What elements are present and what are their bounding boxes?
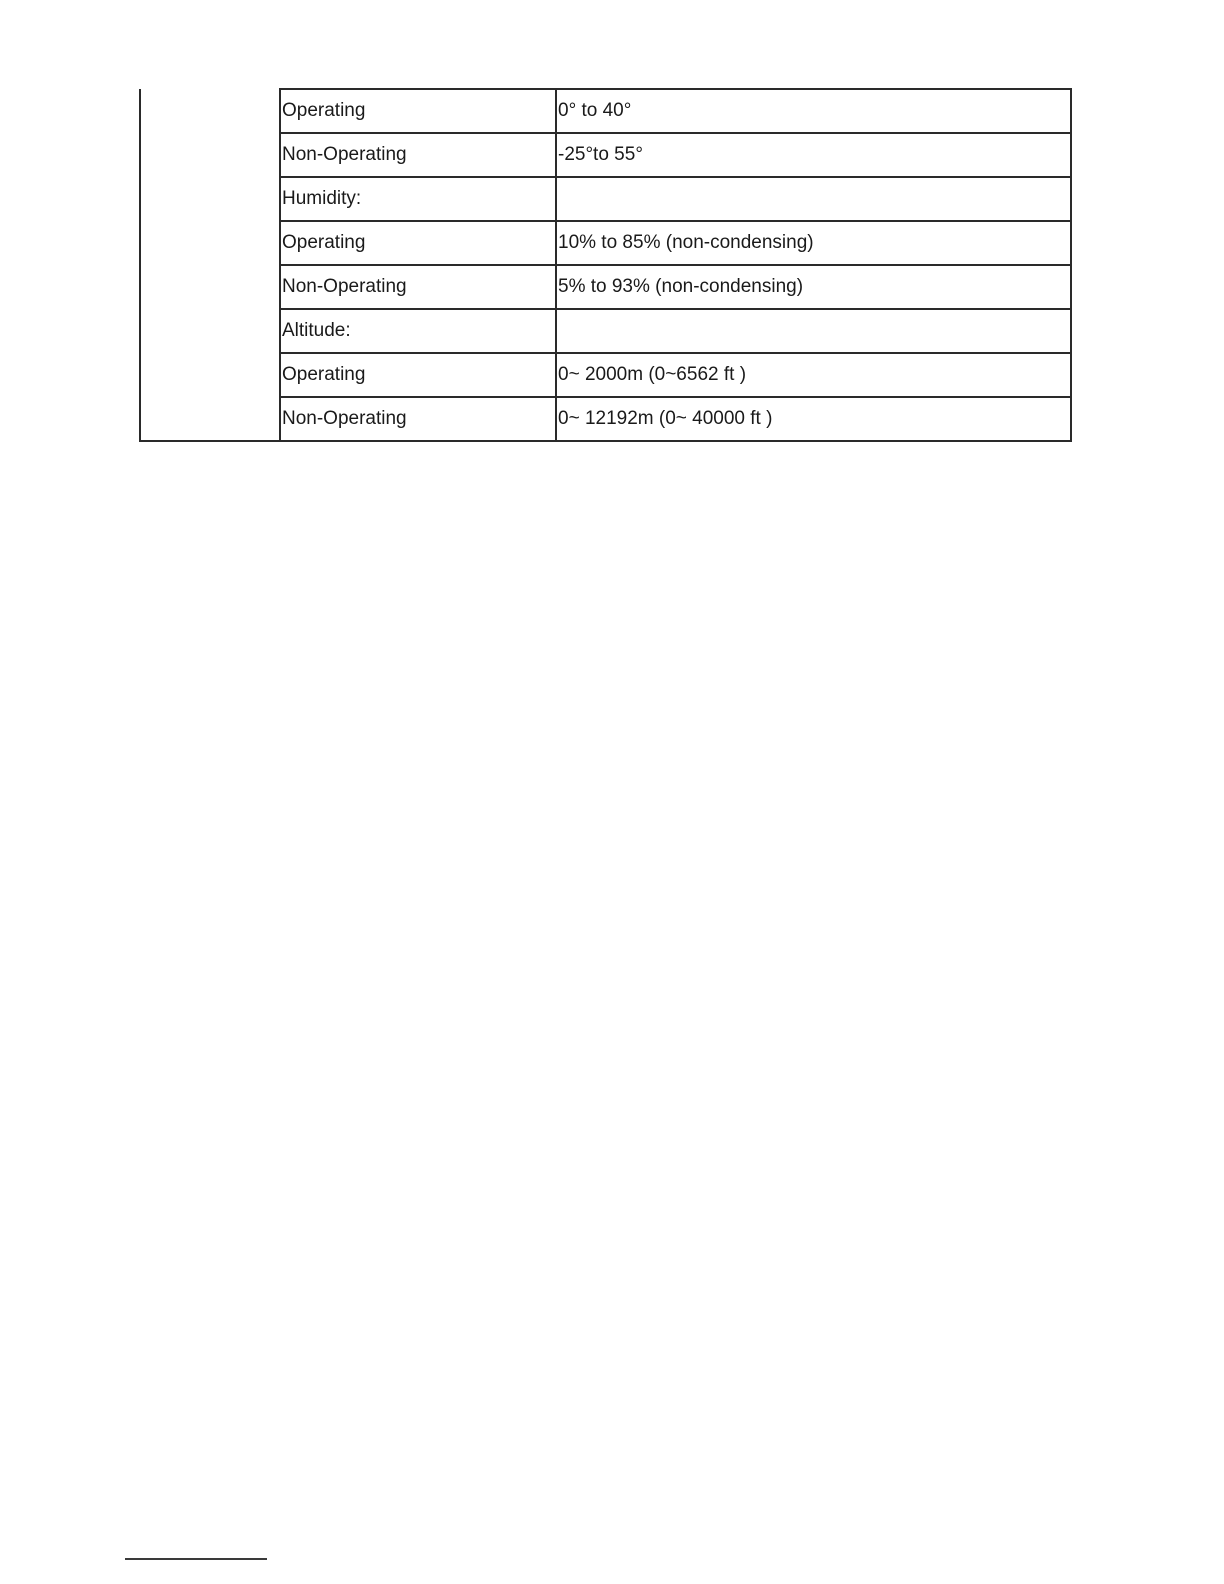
spec-label: Humidity: <box>280 177 556 221</box>
environment-spec-table <box>139 88 1072 442</box>
spec-value: 0~ 2000m (0~6562 ft ) <box>556 353 1071 397</box>
table-row <box>140 133 1071 177</box>
table-row <box>140 177 1071 221</box>
spec-label: Operating <box>280 353 556 397</box>
table-row <box>140 397 1071 441</box>
spec-value: 0~ 12192m (0~ 40000 ft ) <box>556 397 1071 441</box>
spec-label: Operating <box>280 89 556 133</box>
spec-label: Non-Operating <box>280 133 556 177</box>
spec-value: 0° to 40° <box>556 89 1071 133</box>
table-row <box>140 221 1071 265</box>
spec-label: Non-Operating <box>280 397 556 441</box>
table-row <box>140 265 1071 309</box>
table-row <box>140 309 1071 353</box>
spec-value: -25°to 55° <box>556 133 1071 177</box>
footnote-separator <box>125 1558 267 1560</box>
spec-label: Operating <box>280 221 556 265</box>
spec-label: Altitude: <box>280 309 556 353</box>
spec-label: Non-Operating <box>280 265 556 309</box>
table-row <box>140 353 1071 397</box>
category-cell <box>140 89 280 441</box>
spec-value: 10% to 85% (non-condensing) <box>556 221 1071 265</box>
spec-value <box>556 177 1071 221</box>
spec-value: 5% to 93% (non-condensing) <box>556 265 1071 309</box>
table-row <box>140 89 1071 133</box>
spec-value <box>556 309 1071 353</box>
